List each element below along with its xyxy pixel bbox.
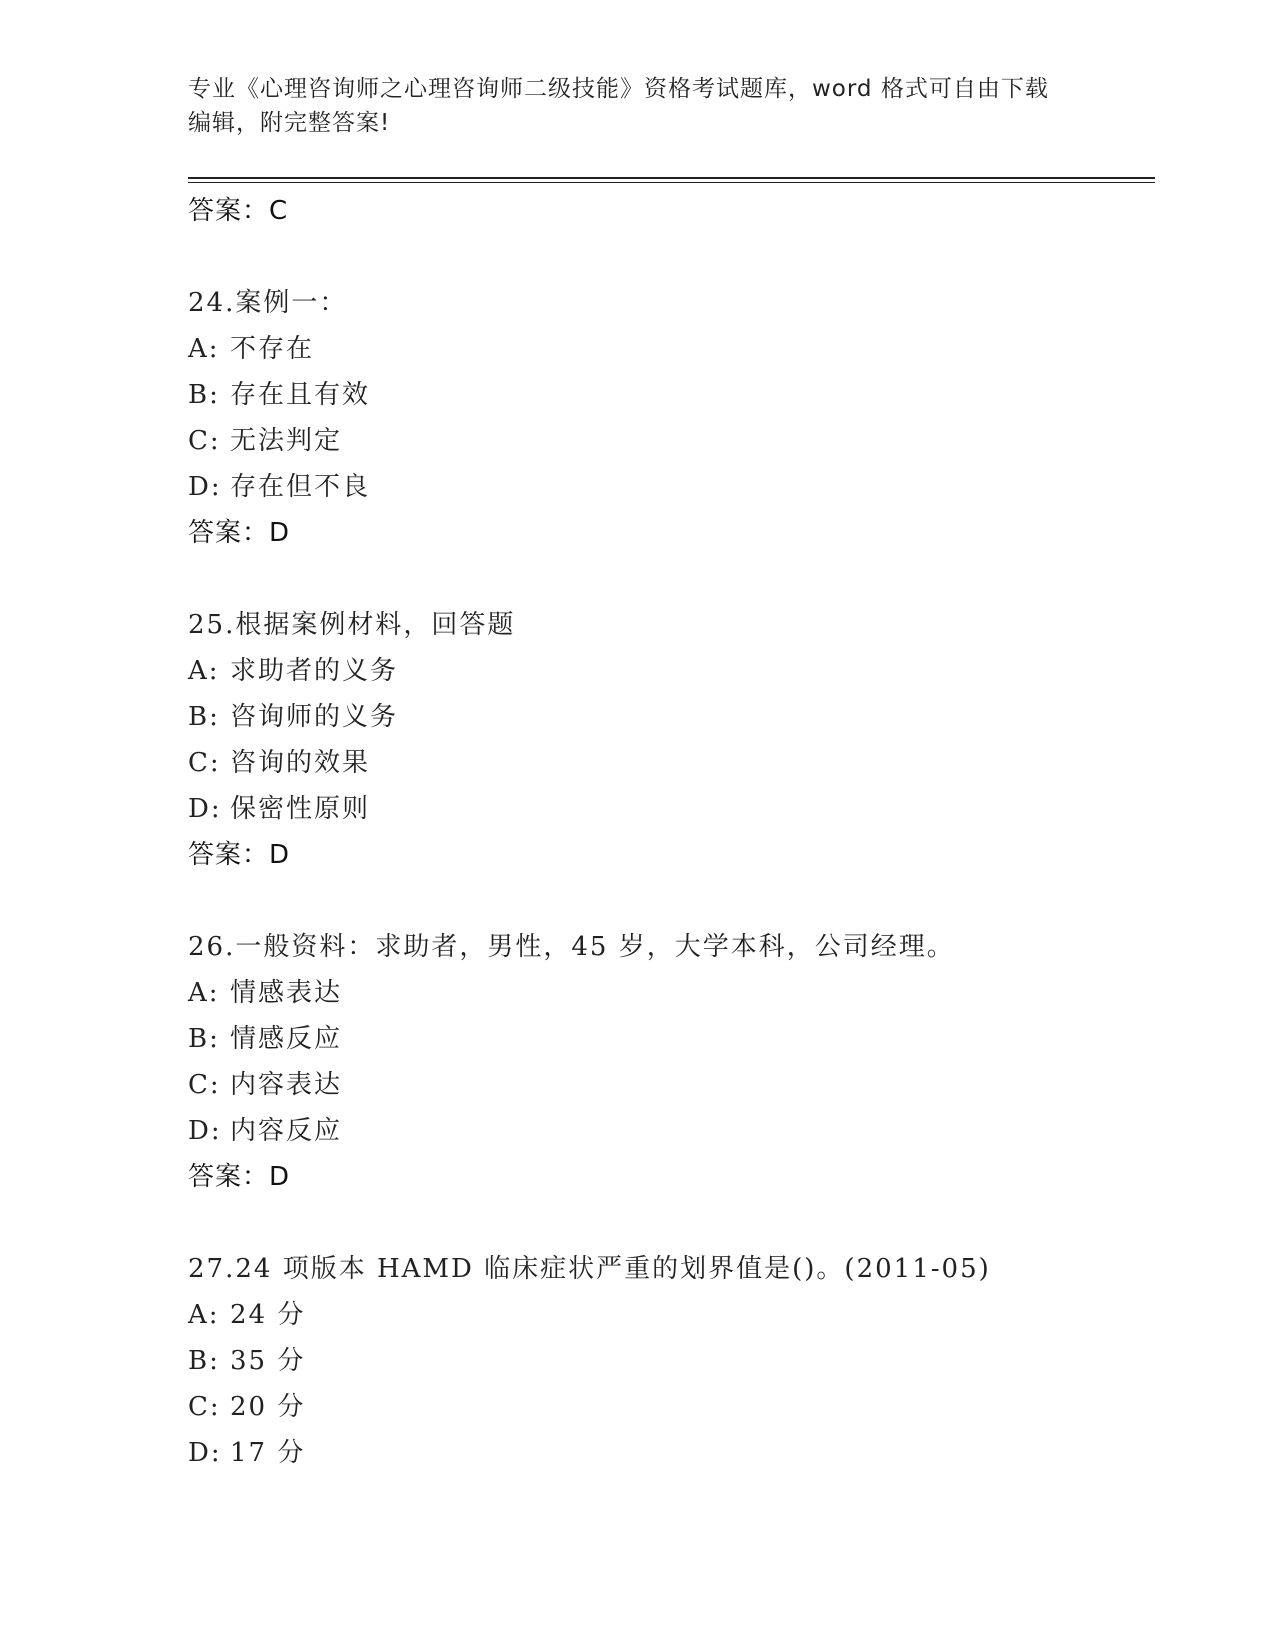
option-d [188, 464, 1155, 510]
question-block [188, 924, 1155, 1200]
option-key: D: [188, 472, 222, 502]
spacer [188, 878, 1155, 924]
option-a [188, 326, 1155, 372]
option-text: 保密性原则 [230, 794, 371, 824]
question-block [188, 1246, 1155, 1476]
option-text: 咨询师的义务 [230, 702, 399, 732]
option-key: C: [188, 1392, 221, 1422]
header-divider-thin [188, 182, 1155, 183]
option-d [188, 1430, 1155, 1476]
option-key: A: [188, 1300, 220, 1330]
option-key: A: [188, 978, 220, 1008]
spacer [188, 1200, 1155, 1246]
option-text: 24 分 [230, 1300, 306, 1330]
option-a [188, 648, 1155, 694]
option-key: B: [188, 1024, 220, 1054]
option-key: D: [188, 794, 222, 824]
option-text: 20 分 [230, 1392, 306, 1422]
option-key: A: [188, 656, 220, 686]
option-c [188, 1062, 1155, 1108]
option-text: 17 分 [230, 1438, 306, 1468]
option-a [188, 970, 1155, 1016]
option-c [188, 740, 1155, 786]
header-divider-thick [188, 177, 1155, 179]
option-c [188, 418, 1155, 464]
question-stem: 27.24 项版本 HAMD 临床症状严重的划界值是()。(2011-05) [188, 1254, 991, 1284]
option-b [188, 372, 1155, 418]
option-c [188, 1384, 1155, 1430]
option-text: 存在但不良 [230, 472, 371, 502]
option-text: 情感反应 [230, 1024, 343, 1054]
document-header [188, 72, 1088, 140]
option-a [188, 1292, 1155, 1338]
previous-answer: 答案：C [188, 196, 289, 226]
option-text: 内容表达 [230, 1070, 343, 1100]
option-text: 咨询的效果 [230, 748, 371, 778]
question-block [188, 280, 1155, 556]
option-d [188, 786, 1155, 832]
option-text: 求助者的义务 [230, 656, 399, 686]
spacer [188, 234, 1155, 280]
option-key: A: [188, 334, 220, 364]
option-key: D: [188, 1438, 222, 1468]
question-answer: 答案：D [188, 840, 291, 870]
option-key: C: [188, 748, 221, 778]
option-key: C: [188, 1070, 221, 1100]
option-b [188, 694, 1155, 740]
question-list [188, 188, 1155, 1476]
option-b [188, 1338, 1155, 1384]
question-stem: 26.一般资料：求助者，男性，45 岁，大学本科，公司经理。 [188, 932, 955, 962]
option-text: 情感表达 [230, 978, 343, 1008]
option-key: D: [188, 1116, 222, 1146]
header-line-2: 编辑，附完整答案! [188, 110, 391, 136]
option-b [188, 1016, 1155, 1062]
option-text: 35 分 [230, 1346, 306, 1376]
option-d [188, 1108, 1155, 1154]
option-key: B: [188, 1346, 220, 1376]
question-block [188, 602, 1155, 878]
header-line-1: 专业《心理咨询师之心理咨询师二级技能》资格考试题库，word 格式可自由下载 [188, 76, 1049, 102]
option-key: C: [188, 426, 221, 456]
option-text: 内容反应 [230, 1116, 343, 1146]
option-text: 不存在 [230, 334, 315, 364]
option-key: B: [188, 702, 220, 732]
question-answer: 答案：D [188, 1162, 291, 1192]
question-stem: 25.根据案例材料，回答题 [188, 610, 516, 640]
option-text: 无法判定 [230, 426, 343, 456]
question-answer: 答案：D [188, 518, 291, 548]
spacer [188, 556, 1155, 602]
option-text: 存在且有效 [230, 380, 371, 410]
option-key: B: [188, 380, 220, 410]
question-stem: 24.案例一： [188, 288, 348, 318]
